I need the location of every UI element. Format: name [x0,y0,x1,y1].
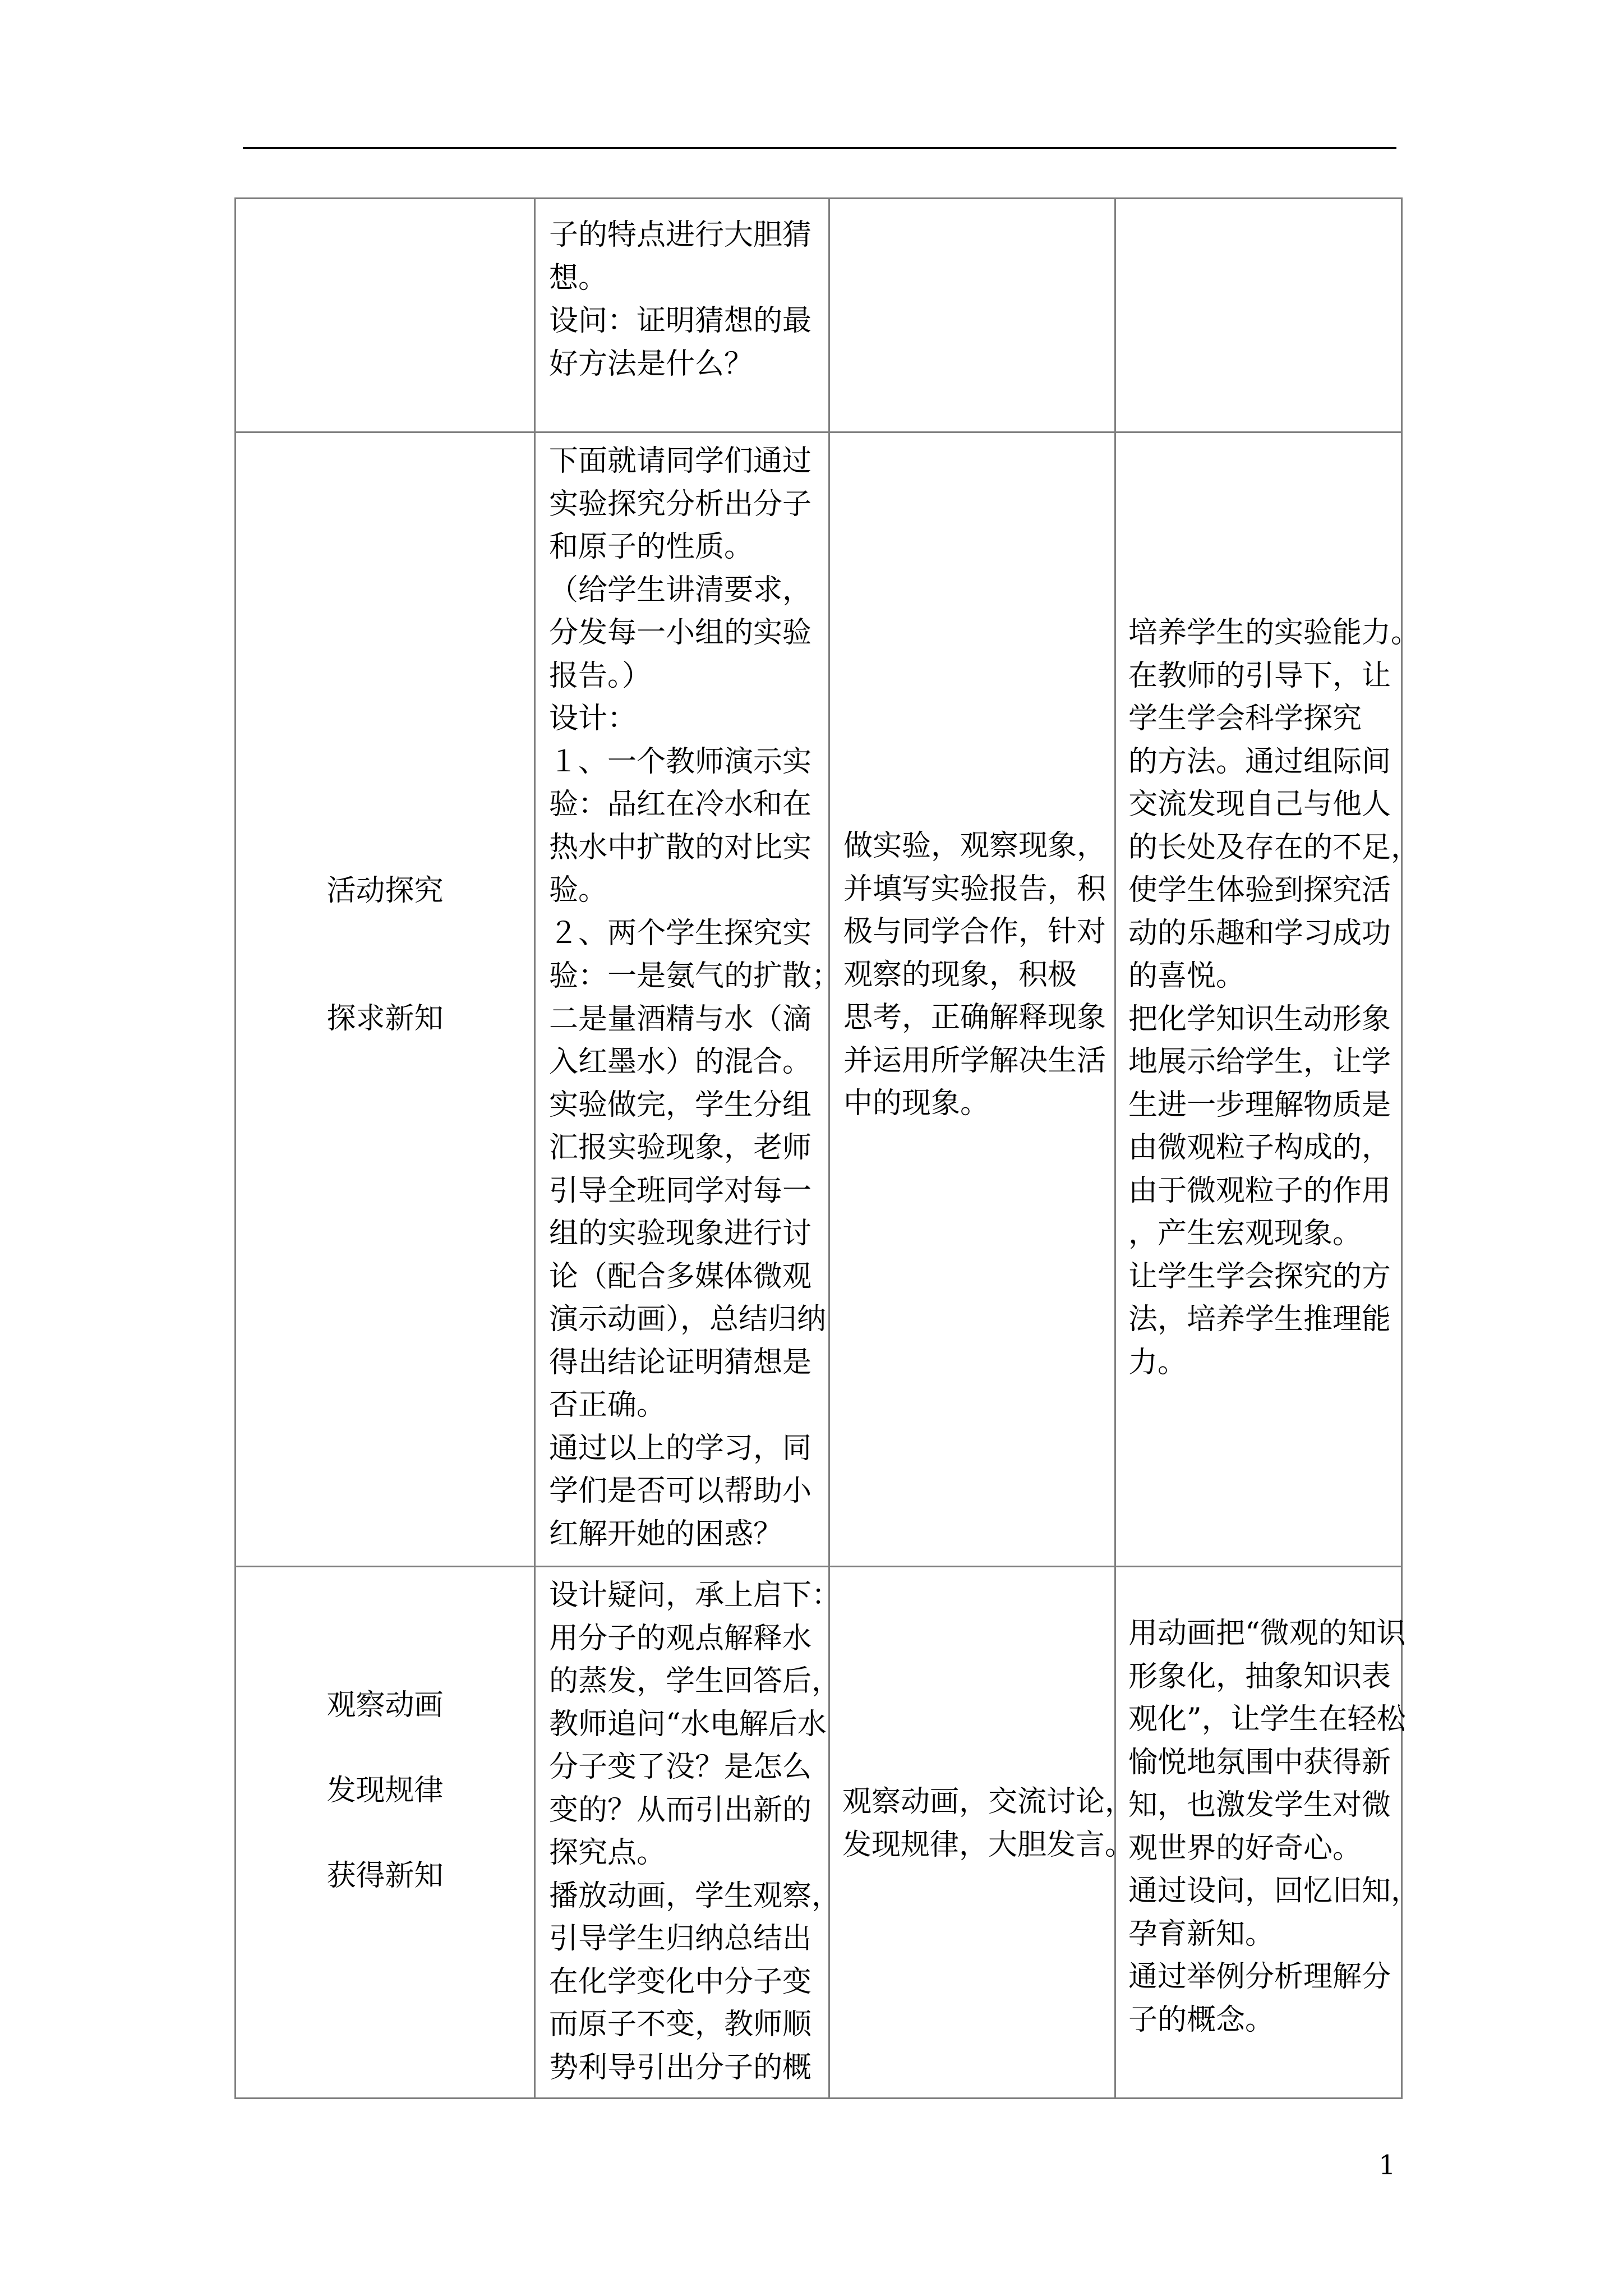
stage-cell [236,1567,535,2099]
lesson-plan-table [234,197,1421,2099]
text-line: 的喜悦。 [1128,959,1246,993]
text-line: 孕育新知。 [1128,1917,1275,1951]
text-line: 想。 [549,261,608,295]
text-line: 形象化，抽象知识表 [1128,1659,1391,1694]
text-line: 通过以上的学习，同 [549,1431,812,1465]
text-line: 观世界的好奇心。 [1128,1831,1362,1865]
design-intent-cell [1115,432,1421,1567]
teacher-activity-cell [535,432,841,1567]
text-line: 势利导引出分子的概 [549,2050,812,2085]
table-row [236,432,1402,1567]
text-line: 验。 [549,873,608,907]
text-line: （给学生讲清要求， [549,573,812,607]
student-activity-cell [829,1567,1135,2099]
text-line: 用动画把“微观的知识 [1128,1617,1406,1650]
text-line: 入红墨水）的混合。 [549,1045,812,1079]
text-line: 地展示给学生，让学 [1128,1045,1391,1079]
text-line: 好方法是什么？ [549,347,754,381]
text-line: 下面就请同学们通过 [549,444,812,478]
stage-cell [236,199,535,432]
teacher-activity-cell [535,1567,841,2099]
table-row [236,1567,1402,2099]
text-line: 而原子不变，教师顺 [549,2008,812,2041]
text-line: 学们是否可以帮助小 [549,1474,812,1508]
text-line: 由于微观粒子的作用 [1128,1174,1391,1208]
text-line: 和原子的性质。 [549,530,754,564]
text-line: 培养学生的实验能力。 [1128,616,1421,650]
text-line: 并填写实验报告，积 [843,872,1106,906]
text-line: 实验探究分析出分子 [549,487,812,521]
text-line: 做实验，观察现象， [843,829,1106,863]
text-line: 分子变了没？是怎么 [549,1750,812,1784]
text-line: 中的现象。 [843,1087,990,1120]
stage-label: 获得新知 [326,1859,444,1893]
text-line: 把化学知识生动形象 [1128,1002,1391,1036]
text-line: 学生学会科学探究 [1128,702,1362,735]
text-line: 极与同学合作，针对 [843,915,1106,949]
text-line: 设问：证明猜想的最 [549,304,812,338]
text-line: 否正确。 [549,1388,666,1422]
text-line: 力。 [1128,1345,1187,1379]
stage-label: 活动探究 [326,874,444,908]
text-line: 的长处及存在的不足， [1128,830,1421,864]
text-line: 知，也激发学生对微 [1128,1788,1391,1822]
text-line: 观察动画，交流讨论， [842,1785,1135,1819]
text-line: 并运用所学解决生活 [843,1043,1106,1078]
text-line: 组的实验现象进行讨 [549,1217,812,1250]
text-line: 动的乐趣和学习成功 [1128,916,1391,950]
stage-cell [236,432,535,1567]
text-line: ，产生宏观现象。 [1128,1217,1362,1250]
text-line: 使学生体验到探究活 [1128,873,1391,907]
text-line: 设计： [549,702,637,735]
teacher-activity-cell [535,199,829,432]
text-line: 让学生学会探究的方 [1128,1259,1391,1294]
text-line: 变的？从而引出新的 [549,1793,812,1827]
text-line: 发现规律，大胆发言。 [842,1828,1135,1862]
text-line: 设计疑问，承上启下： [549,1579,841,1612]
text-line: 报告。） [549,659,652,693]
text-line: 验：品红在冷水和在 [549,788,812,821]
text-line: 引导学生归纳总结出 [549,1922,812,1955]
design-intent-cell [1115,199,1402,432]
stage-label: 观察动画 [326,1688,444,1722]
text-line: 播放动画，学生观察， [549,1879,841,1913]
text-line: 演示动画），总结归纳 [549,1303,827,1336]
text-line: 通过设问，回忆旧知， [1128,1874,1421,1908]
text-line: 思考，正确解释现象 [843,1001,1106,1034]
text-line: 在教师的引导下，让 [1128,659,1391,693]
stage-label: 探求新知 [326,1002,444,1036]
text-line: 由微观粒子构成的， [1128,1131,1391,1165]
design-intent-cell [1115,1567,1421,2099]
text-line: 探究点。 [549,1836,666,1870]
text-line: 生进一步理解物质是 [1128,1088,1391,1122]
text-line: ２、两个学生探究实 [549,916,812,950]
text-line: 的蒸发，学生回答后， [549,1664,841,1698]
text-line: 法，培养学生推理能 [1128,1303,1391,1336]
text-line: １、一个教师演示实 [549,744,812,779]
stage-label: 发现规律 [326,1774,444,1807]
text-line: 观化”，让学生在轻松 [1128,1703,1406,1736]
student-activity-cell [829,199,1115,432]
table-row [236,199,1402,432]
text-line: 得出结论证明猜想是 [549,1345,812,1379]
text-line: 二是量酒精与水（滴 [549,1002,812,1036]
text-line: 红解开她的困惑？ [549,1517,783,1551]
page-number: 1 [1378,2150,1396,2181]
text-line: 热水中扩散的对比实 [549,830,812,864]
header-rule [243,147,1396,149]
text-line: 子的特点进行大胆猜 [549,218,812,252]
text-line: 论（配合多媒体微观 [549,1259,812,1294]
text-line: 引导全班同学对每一 [549,1174,812,1208]
text-line: 观察的现象，积极 [843,958,1077,992]
text-line: 验：一是氨气的扩散； [549,959,841,993]
student-activity-cell [829,432,1115,1567]
text-line: 分发每一小组的实验 [549,616,812,650]
text-line: 通过举例分析理解分 [1128,1960,1391,1994]
text-line: 实验做完，学生分组 [549,1088,812,1122]
text-line: 子的概念。 [1128,2003,1275,2037]
text-line: 交流发现自己与他人 [1128,788,1391,821]
text-line: 在化学变化中分子变 [549,1964,812,1999]
text-line: 汇报实验现象，老师 [549,1131,812,1165]
text-line: 愉悦地氛围中获得新 [1128,1745,1391,1779]
text-line: 教师追问“水电解后水 [549,1707,827,1741]
text-line: 用分子的观点解释水 [549,1621,812,1655]
text-line: 的方法。通过组际间 [1128,744,1391,779]
